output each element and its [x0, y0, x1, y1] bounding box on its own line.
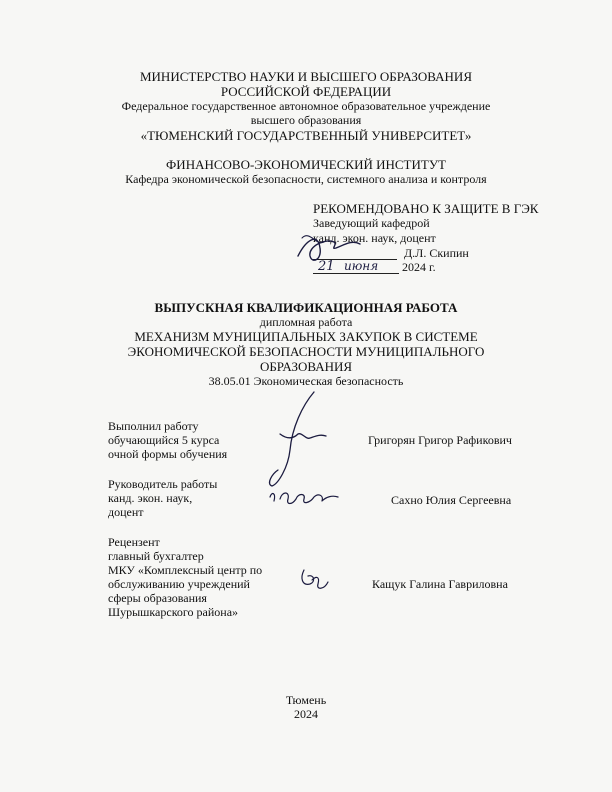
ministry-line-2: РОССИЙСКОЙ ФЕДЕРАЦИИ [220, 84, 392, 99]
approval-year: 2024 г. [402, 260, 436, 274]
work-type: ВЫПУСКНАЯ КВАЛИФИКАЦИОННАЯ РАБОТА [154, 300, 458, 315]
approval-signature-stroke [298, 239, 360, 260]
author-signature-stroke [270, 392, 314, 486]
supervisor-signature-stroke [270, 493, 338, 504]
reviewer-label-line-4: обслуживанию учреждений [108, 577, 250, 591]
supervisor-label-line-3: доцент [108, 505, 144, 519]
author-signature [262, 388, 332, 492]
reviewer-signature [296, 566, 336, 596]
author-label-line-1: Выполнил работу [108, 419, 199, 433]
footer-year: 2024 [294, 707, 318, 721]
work-title-line-2: ЭКОНОМИЧЕСКОЙ БЕЗОПАСНОСТИ МУНИЦИПАЛЬНОГО [127, 344, 485, 359]
department-name: Кафедра экономической безопасности, системного анализа и контроля [125, 172, 487, 186]
work-subtype: дипломная работа [259, 315, 353, 329]
approval-name: Д.Л. Скипин [404, 246, 469, 260]
author-label-line-3: очной формы обучения [108, 447, 228, 461]
reviewer-label-line-3: МКУ «Комплексный центр по [108, 563, 263, 577]
institute-name: ФИНАНСОВО-ЭКОНОМИЧЕСКИЙ ИНСТИТУТ [166, 157, 446, 172]
reviewer-label-line-1: Рецензент [108, 535, 160, 549]
author-signature-tail [280, 434, 326, 439]
supervisor-label-line-1: Руководитель работы [108, 477, 218, 491]
approval-signature-and-date [290, 218, 410, 280]
supervisor-name: Сахно Юлия Сергеевна [391, 493, 512, 507]
approval-position: Заведующий кафедрой [313, 216, 430, 230]
institution-type-line-1: Федеральное государственное автономное образовательное учреждение [121, 99, 491, 113]
reviewer-label-line-2: главный бухгалтер [108, 549, 204, 563]
approval-degree: канд. экон. наук, доцент [313, 231, 436, 245]
work-title-line-3: ОБРАЗОВАНИЯ [259, 359, 353, 374]
supervisor-signature [266, 485, 346, 511]
institution-type-line-2: высшего образования [250, 113, 362, 127]
reviewer-signature-stroke [302, 570, 328, 588]
reviewer-label-line-6: Шурышкарского района» [108, 605, 239, 619]
approval-handwritten-day: 21 [318, 259, 335, 274]
footer-city: Тюмень [285, 693, 327, 707]
university-name: «ТЮМЕНСКИЙ ГОСУДАРСТВЕННЫЙ УНИВЕРСИТЕТ» [140, 128, 472, 143]
author-label-line-2: обучающийся 5 курса [108, 433, 220, 447]
reviewer-label-line-5: сферы образования [108, 591, 207, 605]
supervisor-label-line-2: канд. экон. наук, [108, 491, 193, 505]
reviewer-name: Кащук Галина Гавриловна [372, 577, 508, 591]
ministry-line-1: МИНИСТЕРСТВО НАУКИ И ВЫСШЕГО ОБРАЗОВАНИЯ [139, 69, 472, 84]
author-name: Григорян Григор Рафикович [368, 433, 512, 447]
work-specialty: 38.05.01 Экономическая безопасность [208, 374, 404, 388]
work-title-line-1: МЕХАНИЗМ МУНИЦИПАЛЬНЫХ ЗАКУПОК В СИСТЕМЕ [134, 329, 478, 344]
approval-title: РЕКОМЕНДОВАНО К ЗАЩИТЕ В ГЭК [313, 201, 539, 216]
approval-handwritten-month: июня [344, 259, 379, 273]
